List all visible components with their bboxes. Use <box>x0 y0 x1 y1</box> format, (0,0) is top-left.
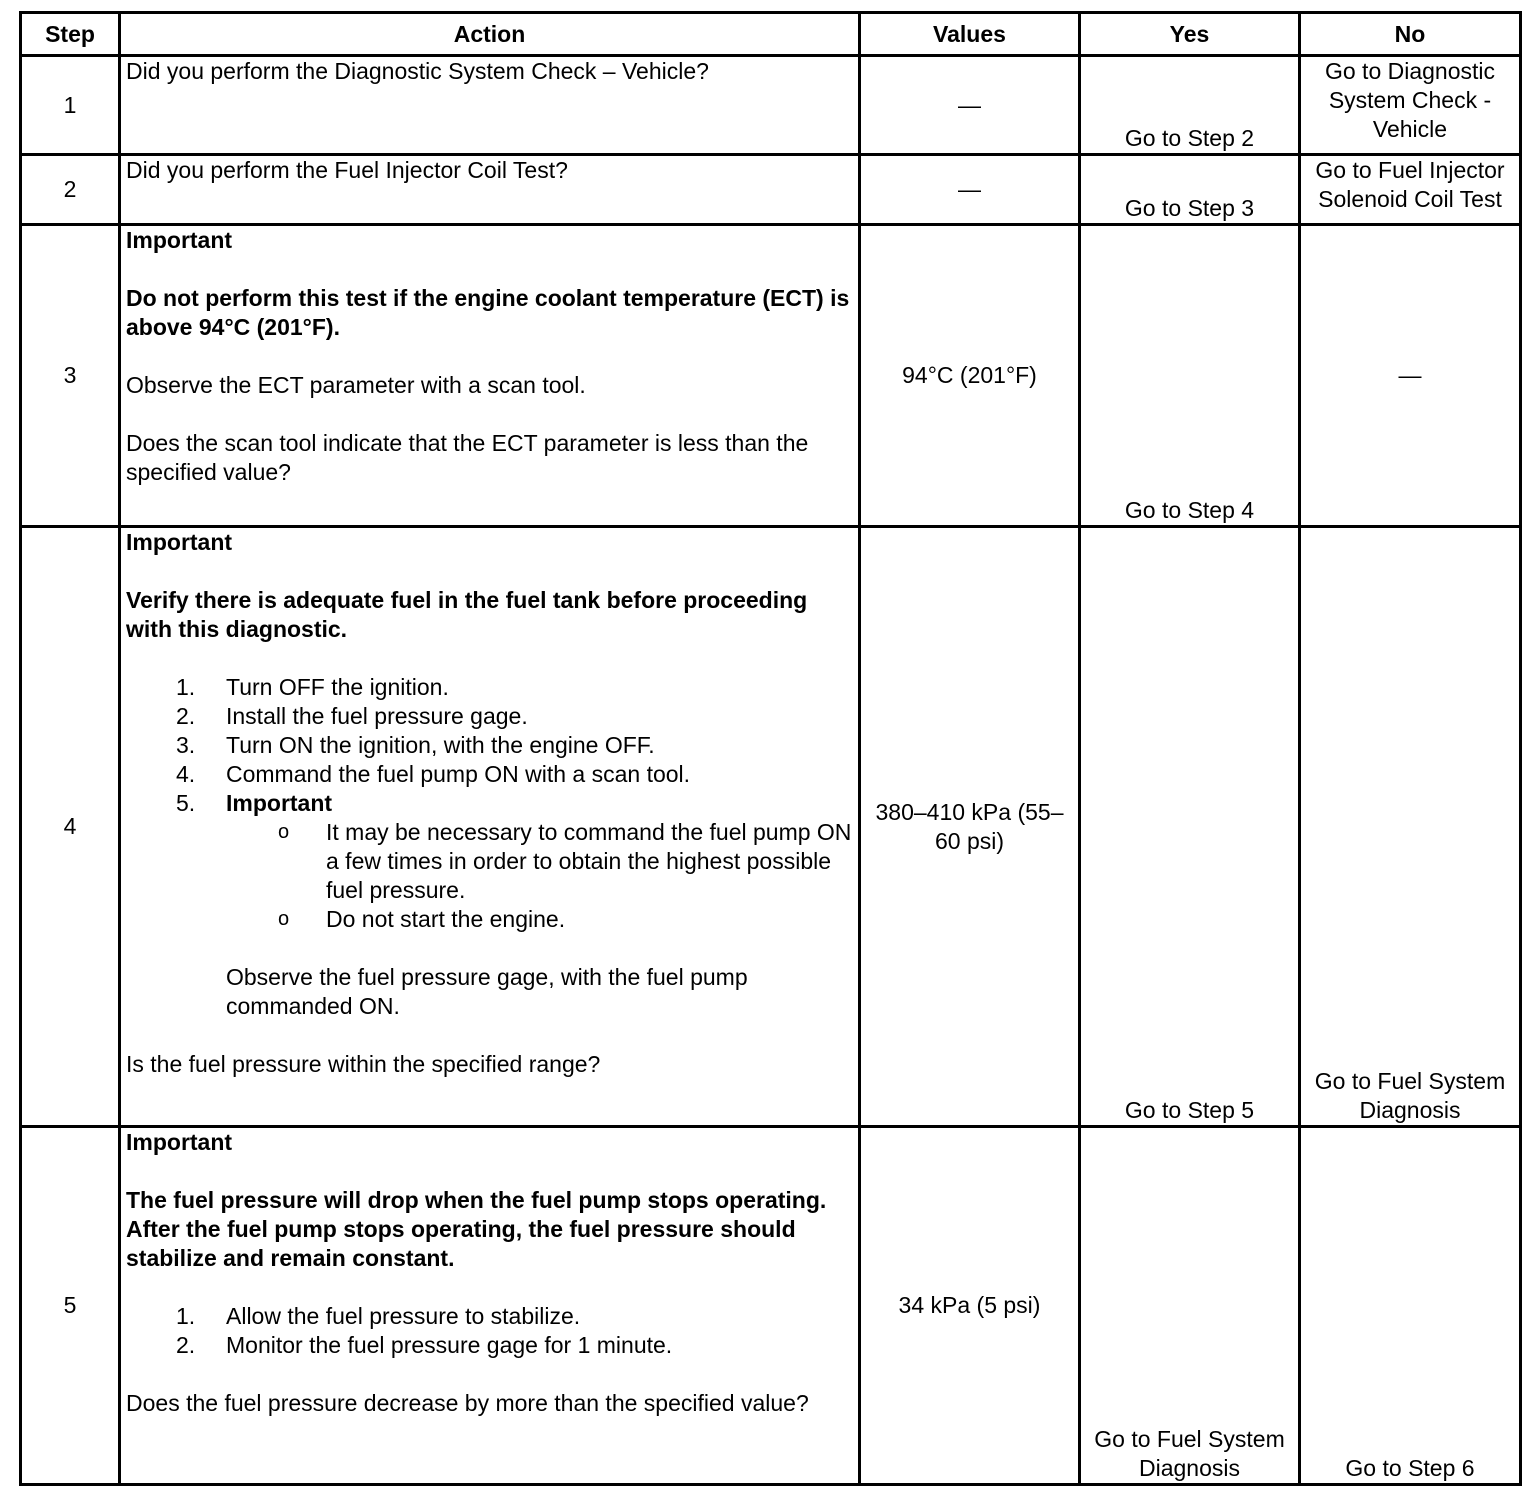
action-cell <box>120 225 860 527</box>
action-cell <box>120 56 860 155</box>
yes-cell: Go to Step 2 <box>1080 56 1300 155</box>
no-cell: Go to Fuel Injector Solenoid Coil Test <box>1300 155 1521 225</box>
no-cell: — <box>1300 225 1521 527</box>
list-number: 1. <box>176 1303 196 1329</box>
procedure-list <box>126 1302 853 1360</box>
important-warning: Verify there is adequate fuel in the fuel tank before proceeding with this diagnostic. <box>126 587 808 642</box>
observe-note: Observe the fuel pressure gage, with the fuel pump commanded ON. <box>226 964 748 1019</box>
list-item <box>126 760 853 789</box>
step-number: 3 <box>21 225 120 527</box>
header-yes: Yes <box>1080 13 1300 56</box>
no-cell: Go to Diagnostic System Check - Vehicle <box>1300 56 1521 155</box>
list-number: 2. <box>176 1332 196 1358</box>
step-number: 2 <box>21 155 120 225</box>
list-item <box>126 1331 853 1360</box>
important-label: Important <box>126 529 233 555</box>
action-question: Does the fuel pressure decrease by more than the specified value? <box>126 1390 809 1416</box>
bullet-text: It may be necessary to command the fuel pump ON a few times in order to obtain the highest possible fuel pressure. <box>326 819 852 903</box>
values-cell: — <box>860 155 1080 225</box>
bullet-text: Do not start the engine. <box>326 906 566 932</box>
important-warning: Do not perform this test if the engine coolant temperature (ECT) is above 94°C (201°F). <box>126 285 850 340</box>
action-question: Does the scan tool indicate that the ECT parameter is less than the specified value? <box>126 430 809 485</box>
yes-cell: Go to Fuel System Diagnosis <box>1080 1127 1300 1485</box>
no-cell: Go to Fuel System Diagnosis <box>1300 527 1521 1127</box>
values-cell: 94°C (201°F) <box>860 225 1080 527</box>
step-number: 4 <box>21 527 120 1127</box>
list-number: 1. <box>176 674 196 700</box>
list-item <box>126 702 853 731</box>
step-number: 1 <box>21 56 120 155</box>
important-label: Important <box>126 227 233 253</box>
values-cell: — <box>860 56 1080 155</box>
table-header-row <box>21 13 1521 56</box>
yes-cell: Go to Step 3 <box>1080 155 1300 225</box>
step-number: 5 <box>21 1127 120 1485</box>
list-text: Turn ON the ignition, with the engine OFF. <box>226 732 655 758</box>
important-warning: The fuel pressure will drop when the fuel pump stops operating. After the fuel pump stops operating, the fuel pressure should stabilize and remain constant. <box>126 1187 827 1271</box>
list-item <box>126 731 853 760</box>
table-row <box>21 1127 1521 1485</box>
list-item <box>126 1302 853 1331</box>
action-cell <box>120 1127 860 1485</box>
yes-cell: Go to Step 5 <box>1080 527 1300 1127</box>
header-values: Values <box>860 13 1080 56</box>
values-cell: 380–410 kPa (55–60 psi) <box>860 527 1080 1127</box>
table-row <box>21 155 1521 225</box>
list-text: Important <box>226 790 333 816</box>
action-question: Did you perform the Diagnostic System Check – Vehicle? <box>126 58 709 84</box>
action-question: Is the fuel pressure within the specified range? <box>126 1051 601 1077</box>
list-text: Install the fuel pressure gage. <box>226 703 528 729</box>
yes-cell: Go to Step 4 <box>1080 225 1300 527</box>
list-number: 5. <box>176 790 196 816</box>
header-step: Step <box>21 13 120 56</box>
action-cell <box>120 155 860 225</box>
action-question: Did you perform the Fuel Injector Coil Test? <box>126 157 568 183</box>
list-text: Command the fuel pump ON with a scan tool. <box>226 761 691 787</box>
bullet-list <box>126 818 853 934</box>
table-row <box>21 56 1521 155</box>
bullet-item <box>126 818 853 905</box>
list-item <box>126 789 853 934</box>
no-cell: Go to Step 6 <box>1300 1127 1521 1485</box>
action-cell <box>120 527 860 1127</box>
bullet-mark: o <box>278 908 290 930</box>
action-instruction: Observe the ECT parameter with a scan tool. <box>126 372 586 398</box>
procedure-list <box>126 673 853 934</box>
table-row <box>21 527 1521 1127</box>
header-action: Action <box>120 13 860 56</box>
list-text: Monitor the fuel pressure gage for 1 minute. <box>226 1332 673 1358</box>
list-item <box>126 673 853 702</box>
bullet-mark: o <box>278 821 290 843</box>
list-number: 3. <box>176 732 196 758</box>
diagnostic-table <box>19 11 1522 1486</box>
list-number: 4. <box>176 761 196 787</box>
bullet-item <box>126 905 853 934</box>
values-cell: 34 kPa (5 psi) <box>860 1127 1080 1485</box>
list-text: Allow the fuel pressure to stabilize. <box>226 1303 581 1329</box>
list-text: Turn OFF the ignition. <box>226 674 449 700</box>
table-row <box>21 225 1521 527</box>
important-label: Important <box>126 1129 233 1155</box>
header-no: No <box>1300 13 1521 56</box>
list-number: 2. <box>176 703 196 729</box>
